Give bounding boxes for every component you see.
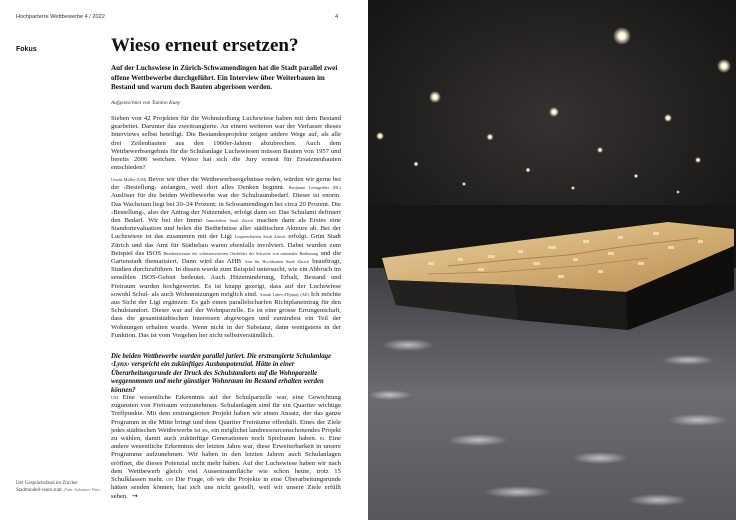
speaker-label: UM	[166, 477, 173, 483]
annotation: Liegenschaften Stadt Zürich	[234, 234, 286, 240]
annotation: Amt für Hochbauten Stadt Zürich	[244, 259, 309, 265]
city-model-photo	[368, 0, 736, 520]
answer-text: beauftragt, Studien durchzuführen. In diesen wurde zum Beispiel untersucht, wie ein Abbruch im sensiblen ISOS-Gebiet bedeutet. Auch Hitzeminderung, Erhalt, Bestand und Freiraum wurden hochgewertet. Es ist knapp gezeigt, dass auf der Luchswiese sowohl Schul- als auch Wohnnutzungen möglich sind.	[111, 258, 341, 298]
speaker-label: UM	[111, 395, 118, 400]
article-photo	[368, 0, 736, 520]
answer-text: Auslöser für die beiden Wettbewerbe war der Schulraumbedarf. Dieser ist enorm. Das Wachstum liegt bei 20–24 Prozent; in Schwamendingen bei circa 20 Prozent. Die ‹Bestellung›, also der Antrag der Nutzenden, erfolgt dann so: Das Schulamt definiert den Bedarf. Wir bei der Immo	[111, 192, 341, 225]
running-head: Hochparterre Wettbewerbe 4 / 2022	[16, 14, 105, 20]
caption-text: Der Gesprächsfand im Zürcher Stadtmodell-raum statt.	[16, 481, 79, 494]
photo-caption	[16, 481, 104, 494]
answer-text: und die Gartenstadt thematisiert. Dann wird das AHB	[111, 249, 342, 266]
answer-text: Ich möchte aus Sicht der Ligi ergänzen: Es gab einen parallelscharfen Richtplaneintrag für den Schulstandort. Dieser war auf der Wohnparzelle. Es ist eine grosse Errungenschaft, dass die gesamtstädtischen Interessen abgewogen und zumindest ein Teil der Wohnungen erhalten wurde. Wenn nicht in der Substanz, dann wenigstens in der Funktion. Das ist vom Vorgehen her nicht selbstverständlich.	[111, 290, 342, 339]
speaker-label: BL	[319, 436, 326, 442]
annotation: Bundesinventar der schützenswerten Ortsbilder der Schweiz von nationaler Bedeutung	[163, 250, 319, 256]
answer-text: erfolgt. Grün Stadt Zürich und das Amt für Städtebau waren ebenfalls involviert. Dabei wurden zum Beispiel das ISOS	[111, 233, 342, 257]
photo-credit: Foto: Salvatore Vinci	[64, 487, 101, 493]
page-number: 4	[335, 14, 339, 20]
intro-paragraph: Sieben von 42 Projekten für die Wohnsiedlung Luchswiese haben mit dem Bestand gearbeitet. Darunter das zweitrangierte. An einem weiteren war der Verfasser dieses Interviews selbst beteiligt. Die Bestandesprojekte zeigen andere Wege auf, als alle drei Zeilenbauten aus den 1960er-Jahren abzubrechen. Auch dem Wettbewerbsergebnis für die Schulanlage Luchswiesen müssen Bauten von 1957 und bereits 2006 weichen. Wieso hat sich die Jury erneut für Ersatzneubauten entschieden?	[111, 115, 341, 172]
answer-text: Eine andere wesentliche Erkenntnis der letzten Jahre war, diese Erweiterbarkeit in unsere Programme aufzunehmen. Wir haben in den letzten Jahren auch Schulanlagen eröffnet, die dieses Potenzial nicht mehr haben. Auf der Luchswiese haben wir nach dem Wettbewerb gleich viel Aussenraumfläche wie schon heute, trotz 15 Schulklassen mehr.	[111, 435, 341, 484]
answer-text: Bevor wir über die Wettbewerbsergebnisse reden, würden wir gerne bei der ‹Bestellung› anfangen, weil dort alles Denken beginnt.	[111, 176, 341, 192]
answer-paragraph	[111, 176, 341, 340]
answer-text: machen dann als Erstes eine Standortevaluation und holen die Bedürfnisse aller städtischen Akteure ab. Bei der Luchswiese ist das zusammen mit der Ligi	[111, 217, 342, 241]
byline: Aufgezeichnet von Tamino Kuny	[111, 100, 181, 106]
annotation: Immobilien Stadt Zürich	[206, 218, 254, 224]
answer-paragraph-2	[111, 394, 341, 502]
speaker-label: Anouk Labre-d'Epinay (AE)	[259, 291, 309, 297]
article-title: Wieso erneut ersetzen?	[111, 35, 299, 56]
interview-question: Die beiden Wettbewerbe wurden parallel juriert. Die erstrangierte Schulanlage ‹Lynx› verspricht ein zukünftiges Ausbaupotenzial. Hätte in einer Überarbeitungsrunde der Druck des Schulstandorts auf die Wohnparzelle weggenommen und mehr günstiger Wohnraum im Bestand erhalten werden können?	[111, 353, 332, 394]
continue-arrow-icon: →	[131, 492, 138, 501]
speaker-label: Benjamin Leimgrüber (BL)	[288, 185, 341, 191]
answer-text: Eine wesentliche Erkenntnis auf der Schulparzelle war, eine Gewichtung zugunsten von Freiraum vorzunehmen. Schulanlagen sind für ein Quartier wichtige Treffpunkte. Mit dem erstrangierten Projekt haben wir einen Ansatz, der das ganze Programm in die Mitte bringt und dem Quartier Freiräume offenhält. Eines der Ziele jedes städtischen Wettbewerbs ist es, ein möglichst landressourcenschonendes Projekt zu wählen, damit auch zukünftige Generationen noch Spielraum haben.	[111, 394, 341, 443]
speaker-label: Ursula Müller (UM)	[111, 177, 147, 182]
section-label: Fokus	[16, 46, 37, 53]
article-lead: Auf der Luchswiese in Zürich-Schwamendingen hat die Stadt parallel zwei offene Wettbewerbe durchgeführt. Ein Interview über Weiterbauen im Bestand und warum doch Bauten abgerissen werden.	[111, 64, 338, 91]
answer-text: Die Frage, ob wir die Projekte in eine Überarbeitungsrunde hätten senden können, hat sich uns nicht gestellt, weil wir unsere Ziele erfüllt sehen.	[111, 476, 342, 501]
